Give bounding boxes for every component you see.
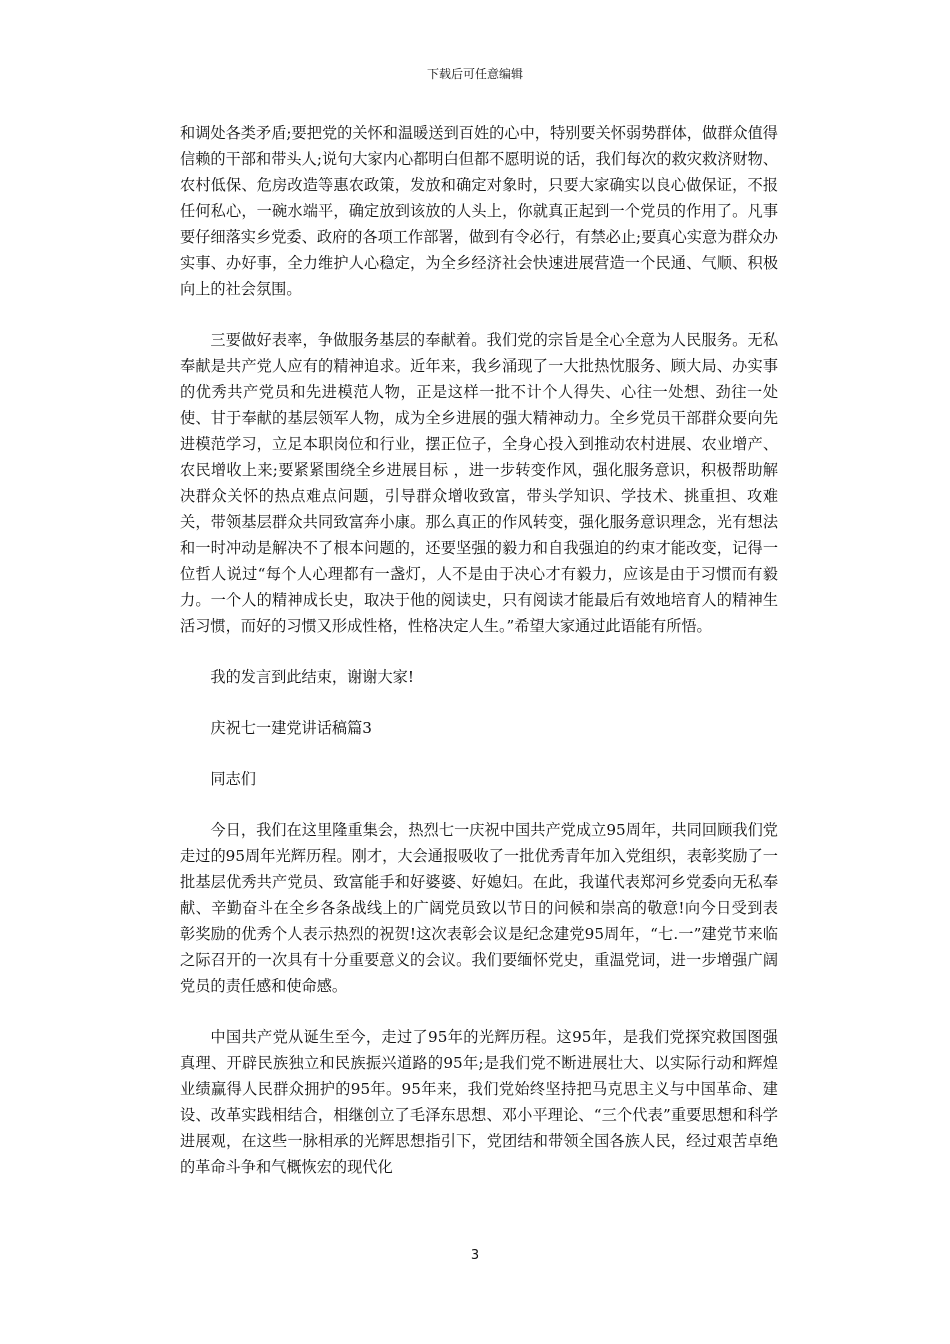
paragraph-continuation: 和调处各类矛盾;要把党的关怀和温暖送到百姓的心中，特别要关怀弱势群体，做群众值得信赖的干部和带头人;说句大家内心都明白但都不愿明说的话，我们每次的救灾救济财物、农村低保、危房改造等惠农政策，发放和确定对象时，只要大家确实以良心做保证，不报任何私心，一碗水端平，确定放到该放的人头上，你就真正起到一个党员的作用了。凡事要仔细落实乡党委、政府的各项工作部署，做到有令必行，有禁必止;要真心实意为群众办实事、办好事，全力维护人心稳定，为全乡经济社会快速进展营造一个民通、气顺、积极向上的社会氛围。 [180,124,778,298]
salutation: 同志们 [210,770,256,788]
paragraph-third-requirement: 三要做好表率，争做服务基层的奉献着。我们党的宗旨是全心全意为人民服务。无私奉献是共产党人应有的精神追求。近年来，我乡涌现了一大批热忱服务、顾大局、办实事的优秀共产党员和先进模范人物，正是这样一批不计个人得失、心往一处想、劲往一处使、甘于奉献的基层领军人物，成为全乡进展的强大精神动力。全乡党员干部群众要向先进模范学习，立足本职岗位和行业，摆正位子，全身心投入到推动农村进展、农业增产、农民增收上来;要紧紧围绕全乡进展目标 ，进一步转变作风，强化服务意识，积极帮助解决群众关怀的热点难点问题，引导群众增收致富，带头学知识、学技术、挑重担、攻难关，带领基层群众共同致富奔小康。那么真正的作风转变，强化服务意识理念，光有想法和一时冲动是解决不了根本问题的，还要坚强的毅力和自我强迫的约束才能改变，记得一位哲人说过“每个人心理都有一盏灯，人不是由于决心才有毅力，应该是由于习惯而有毅力。一个人的精神成长史，取决于他的阅读史，只有阅读才能最后有效地培育人的精神生活习惯，而好的习惯又形成性格，性格决定人生。”希望大家通过此语能有所悟。 [180,331,778,635]
paragraph-closing-remark: 我的发言到此结束，谢谢大家! [210,668,414,686]
section-heading: 庆祝七一建党讲话稿篇3 [210,719,372,737]
document-body [180,120,778,1180]
page-number: 3 [470,1248,480,1263]
page-header-note: 下载后可任意编辑 [426,67,523,81]
paragraph-history: 中国共产党从诞生至今，走过了95年的光辉历程。这95年，是我们党探究救国图强真理、开辟民族独立和民族振兴道路的95年;是我们党不断进展壮大、以实际行动和辉煌业绩赢得人民群众拥护的95年。95年来，我们党始终坚持把马克思主义与中国革命、建设、改革实践相结合，相继创立了毛泽东思想、邓小平理论、“三个代表”重要思想和科学进展观，在这些一脉相承的光辉思想指引下，党团结和带领全国各族人民，经过艰苦卓绝的革命斗争和气概恢宏的现代化 [180,1028,778,1176]
paragraph-opening: 今日，我们在这里隆重集会，热烈七一庆祝中国共产党成立95周年，共同回顾我们党走过的95周年光辉历程。刚才，大会通报吸收了一批优秀青年加入党组织，表彰奖励了一批基层优秀共产党员、致富能手和好婆婆、好媳妇。在此，我谨代表郑河乡党委向无私奉献、辛勤奋斗在全乡各条战线上的广阔党员致以节日的问候和崇高的敬意!向今日受到表彰奖励的优秀个人表示热烈的祝贺!这次表彰会议是纪念建党95周年，“七.一”建党节来临之际召开的一次具有十分重要意义的会议。我们要缅怀党史，重温党词，进一步增强广阔党员的责任感和使命感。 [180,821,778,995]
